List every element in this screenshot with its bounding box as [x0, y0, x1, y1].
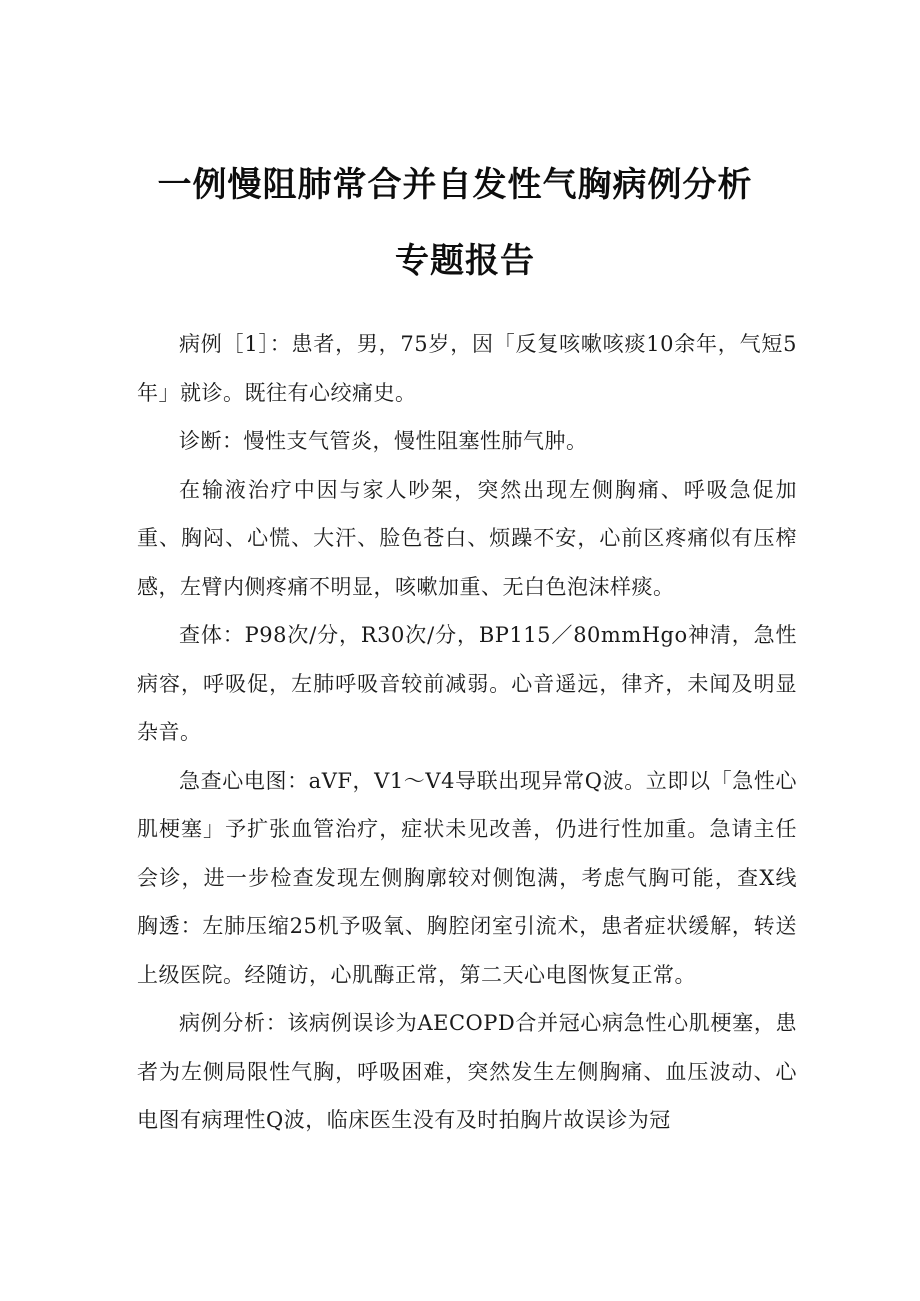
paragraph-case-analysis: 病例分析：该病例误诊为AECOPD合并冠心病急性心肌梗塞，患者为左侧局限性气胸，呼吸困难，突然发生左侧胸痛、血压波动、心电图有病理性Q波，临床医生没有及时拍胸片故误诊为冠	[137, 1011, 797, 1132]
document-title-line-1: 一例慢阻肺常合并自发性气胸病例分析	[157, 165, 753, 205]
paragraph-symptoms: 在输液治疗中因与家人吵架，突然出现左侧胸痛、呼吸急促加重、胸闷、心慌、大汗、脸色苍白、烦躁不安，心前区疼痛似有压榨感，左臂内侧疼痛不明显，咳嗽加重、无白色泡沫样痰。	[137, 477, 797, 599]
paragraph-case-intro: 病例［1］：患者，男，75岁，因「反复咳嗽咳痰10余年，气短5年」就诊。既往有心绞痛史。	[137, 332, 797, 405]
document-title-line-2: 专题报告	[395, 241, 535, 281]
document-body	[137, 320, 797, 1145]
paragraph-diagnosis: 诊断：慢性支气管炎，慢性阻塞性肺气肿。	[179, 429, 588, 453]
paragraph-examination: 查体：P98次/分，R30次/分，BP115／80mmHgo神清，急性病容，呼吸促，左肺呼吸音较前减弱。心音遥远，律齐，未闻及明显杂音。	[137, 623, 797, 744]
paragraph-ecg: 急查心电图：aVF，V1～V4导联出现异常Q波。立即以「急性心肌梗塞」予扩张血管治疗，症状未见改善，仍进行性加重。急请主任会诊，进一步检查发现左侧胸廓较对侧饱满，考虑气胸可能，查X线胸透：左肺压缩25机予吸氧、胸腔闭室引流术，患者症状缓解，转送上级医院。经随访，心肌酶正常，第二天心电图恢复正常。	[137, 768, 797, 987]
